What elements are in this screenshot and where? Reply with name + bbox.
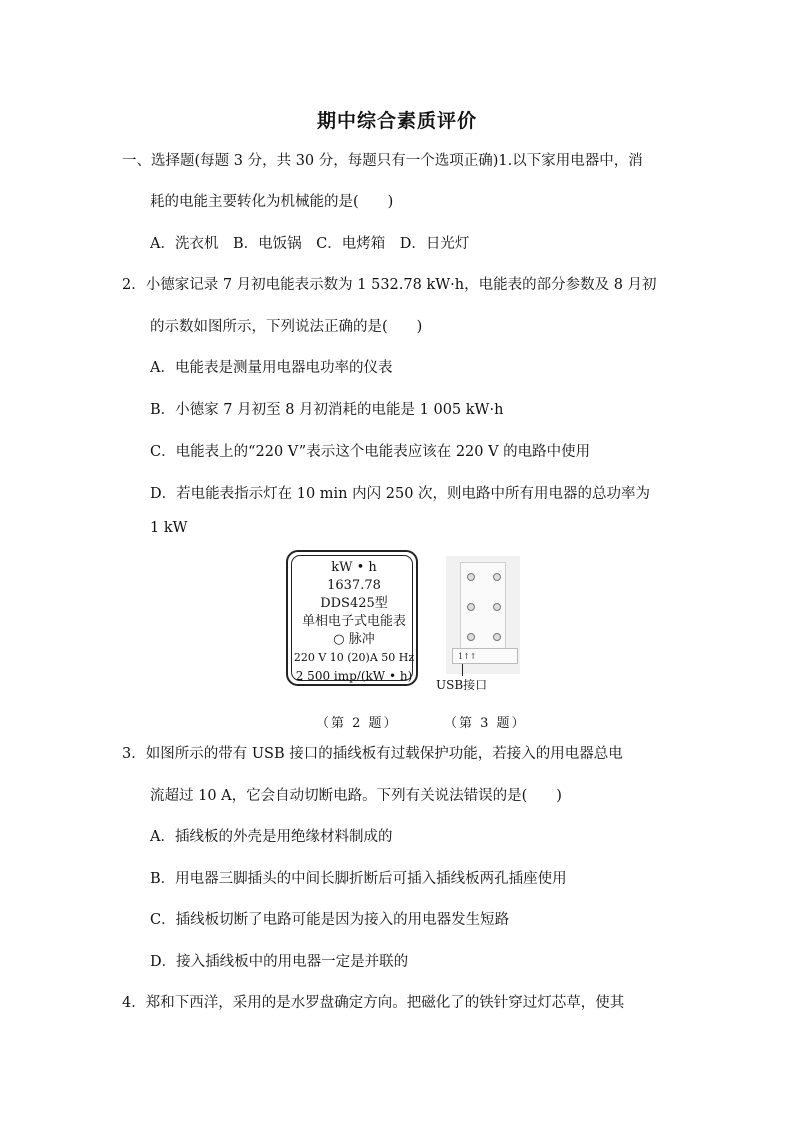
meter-unit: kW • h <box>331 560 377 575</box>
section-heading-q1: 一、选择题(每题 3 分，共 30 分，每题只有一个选项正确)1.以下家用电器中，消 <box>122 153 643 169</box>
q4-stem: 4．郑和下西洋，采用的是水罗盘确定方向。把磁化了的铁针穿过灯芯草，使其 <box>122 995 625 1011</box>
q3-stem-continuation: 流超过 10 A，它会自动切断电路。下列有关说法错误的是( ) <box>150 788 562 804</box>
power-strip-tower <box>460 562 506 662</box>
q3-stem: 3．如图所示的带有 USB 接口的插线板有过载保护功能，若接入的用电器总电 <box>122 746 623 762</box>
usb-port-mark: 1↑↑ <box>458 652 477 661</box>
q2-option-c: C．电能表上的“220 V”表示这个电能表应该在 220 V 的电路中使用 <box>150 444 591 460</box>
q2-option-d: D．若电能表指示灯在 10 min 内闪 250 次，则电路中所有用电器的总功率为 <box>150 486 651 502</box>
q3-option-c: C．插线板切断了电路可能是因为接入的用电器发生短路 <box>150 912 510 928</box>
meter-name: 单相电子式电能表 <box>301 614 406 629</box>
meter-reading: 1637.78 <box>327 578 381 593</box>
meter-model: DDS425型 <box>320 596 388 611</box>
q2-option-b: B．小德家 7 月初至 8 月初消耗的电能是 1 005 kW·h <box>150 402 504 418</box>
q2-option-a: A．电能表是测量用电器电功率的仪表 <box>150 360 393 376</box>
q1-options: A．洗衣机 B．电饭锅 C．电烤箱 D．日光灯 <box>150 236 470 252</box>
figure-2-caption: （第 2 题） <box>316 716 399 731</box>
q3-option-a: A．插线板的外壳是用绝缘材料制成的 <box>150 829 393 845</box>
page-title: 期中综合素质评价 <box>316 110 477 132</box>
usb-port-label: USB接口 <box>436 678 488 692</box>
q2-stem: 2．小德家记录 7 月初电能表示数为 1 532.78 kW·h，电能表的部分参数及 8 月初 <box>122 277 657 293</box>
meter-pulse: ○ 脉冲 <box>333 632 375 647</box>
q3-option-d: D．接入插线板中的用电器一定是并联的 <box>150 954 409 970</box>
q3-option-b: B．用电器三脚插头的中间长脚折断后可插入插线板两孔插座使用 <box>150 871 567 887</box>
electric-meter-figure <box>286 550 418 686</box>
q1-stem-continuation: 耗的电能主要转化为机械能的是( ) <box>150 194 394 210</box>
figures-row <box>286 548 536 733</box>
q2-option-d-continuation: 1 kW <box>150 520 188 536</box>
usb-pointer-line <box>462 664 463 676</box>
q2-stem-continuation: 的示数如图所示，下列说法正确的是( ) <box>150 319 423 335</box>
meter-constant: 2 500 imp/(kW • h) <box>295 669 413 683</box>
figure-3-caption: （第 3 题） <box>444 716 527 731</box>
meter-rating: 220 V 10 (20)A 50 Hz <box>293 651 415 664</box>
